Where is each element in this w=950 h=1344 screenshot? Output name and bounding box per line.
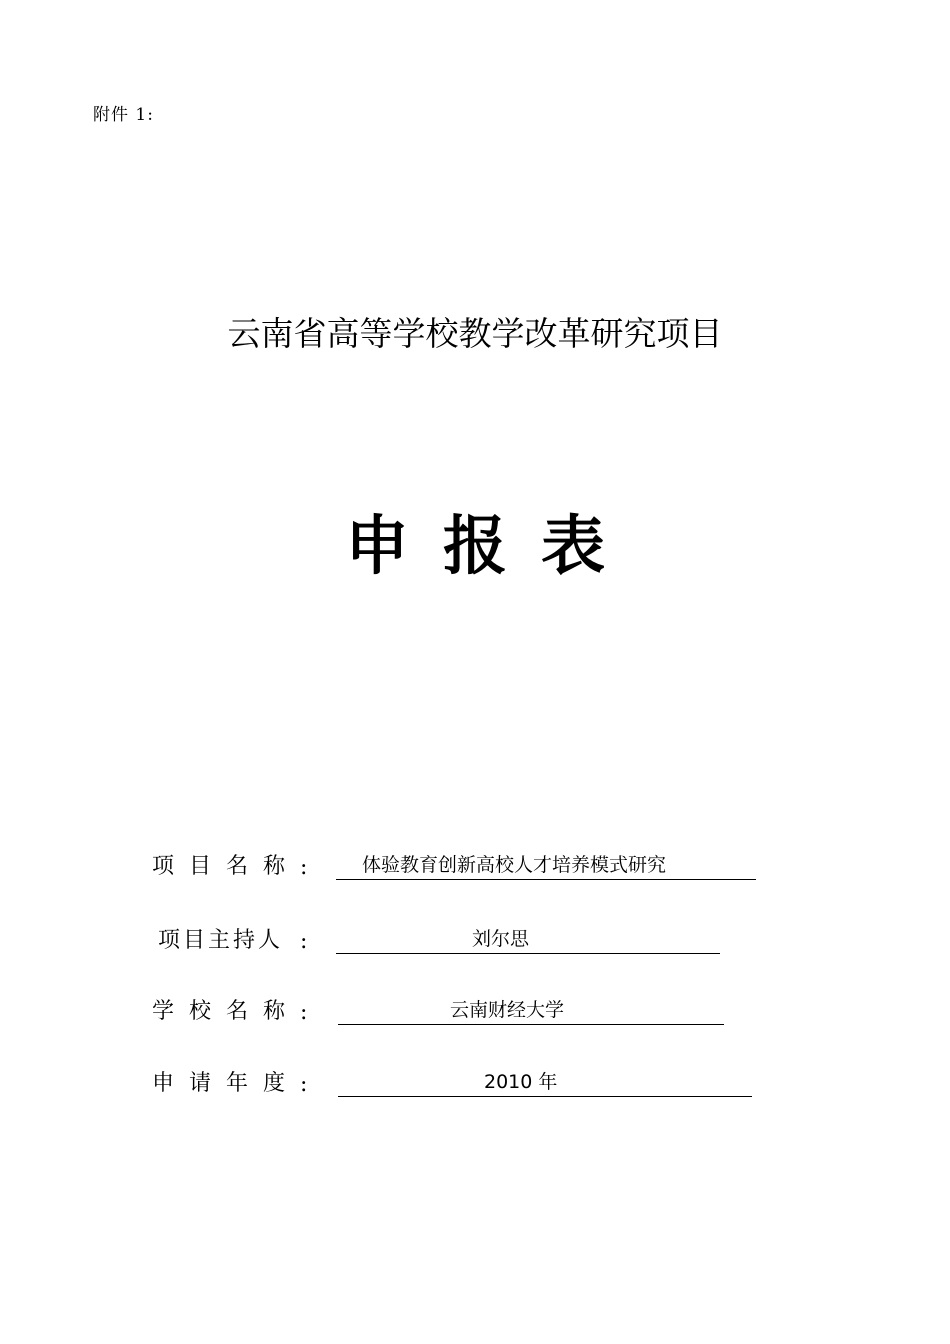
project-leader-field[interactable] bbox=[336, 923, 720, 954]
project-name-colon: : bbox=[300, 855, 308, 880]
school-name-label: 学校名称 bbox=[152, 999, 301, 1024]
application-year-label: 申请年度 bbox=[152, 1071, 301, 1096]
school-name-colon: : bbox=[300, 1000, 308, 1025]
application-year-colon: : bbox=[300, 1072, 308, 1097]
field-application-year bbox=[152, 1063, 752, 1097]
application-year-value: 2010 年 bbox=[484, 1071, 558, 1093]
field-project-leader bbox=[152, 920, 720, 954]
field-project-name bbox=[152, 846, 756, 880]
document-title: 云南省高等学校教学改革研究项目 bbox=[227, 314, 723, 353]
school-name-field[interactable] bbox=[338, 994, 724, 1025]
project-leader-label: 项目主持人 bbox=[158, 928, 284, 953]
form-title: 申报表 bbox=[345, 509, 639, 584]
field-school-name bbox=[152, 991, 724, 1025]
project-leader-value: 刘尔思 bbox=[472, 928, 530, 950]
project-leader-colon: : bbox=[300, 929, 308, 954]
project-name-label: 项目名称 bbox=[152, 854, 301, 879]
project-name-value: 体验教育创新高校人才培养模式研究 bbox=[362, 854, 667, 876]
attachment-label: 附件 1: bbox=[93, 105, 154, 125]
project-name-field[interactable] bbox=[336, 849, 756, 880]
application-year-field[interactable] bbox=[338, 1066, 752, 1097]
school-name-value: 云南财经大学 bbox=[450, 999, 565, 1021]
